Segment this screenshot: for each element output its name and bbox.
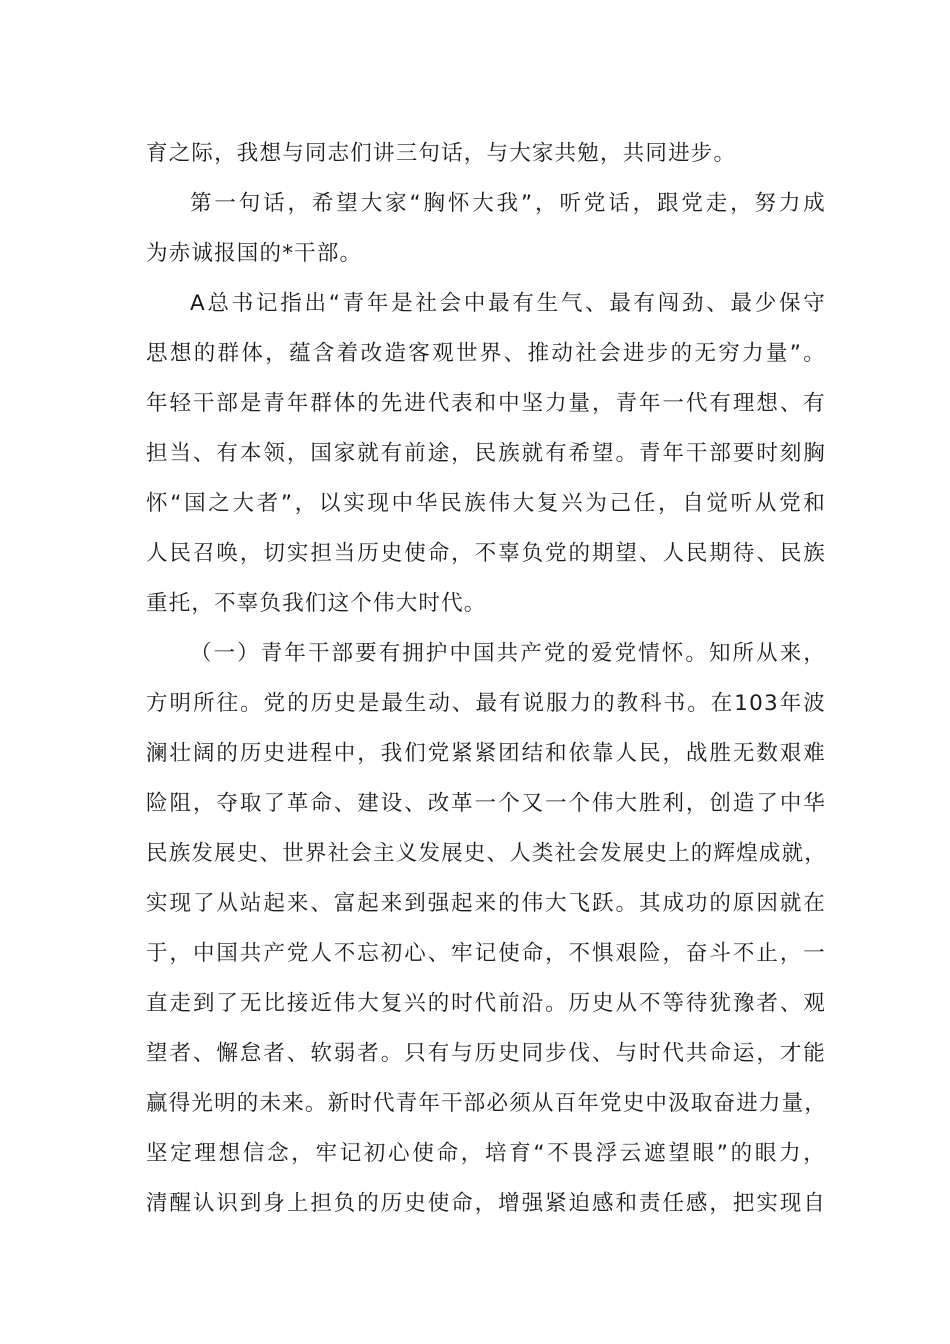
- paragraph-line: 为赤诚报国的*干部。: [146, 241, 363, 266]
- paragraph-line: 民族发展史、世界社会主义发展史、人类社会发展史上的辉煌成就，: [146, 841, 828, 866]
- paragraph-line: 人民召唤，切实担当历史使命，不辜负党的期望、人民期待、民族: [146, 541, 826, 566]
- paragraph-line: 于，中国共产党人不忘初心、牢记使命，不惧艰险，奋斗不止，一: [146, 941, 826, 966]
- paragraph-line: 澜壮阔的历史进程中，我们党紧紧团结和依靠人民，战胜无数艰难: [146, 741, 826, 766]
- paragraph-line: 重托，不辜负我们这个伟大时代。: [146, 591, 487, 616]
- paragraph-line: 清醒认识到身上担负的历史使命，增强紧迫感和责任感，把实现自: [146, 1191, 826, 1216]
- paragraph-line: 第一句话，希望大家“胸怀大我”，听党话，跟党走，努力成: [190, 191, 826, 216]
- paragraph-line: 坚定理想信念，牢记初心使命，培育“不畏浮云遮望眼”的眼力，: [146, 1141, 826, 1166]
- paragraph-line: 望者、懈怠者、软弱者。只有与历史同步伐、与时代共命运，才能: [146, 1041, 826, 1066]
- paragraph-line: 育之际，我想与同志们讲三句话，与大家共勉，共同进步。: [146, 141, 737, 166]
- paragraph-line: 方明所往。党的历史是最生动、最有说服力的教科书。在103年波: [146, 691, 826, 716]
- paragraph-line: 险阻，夺取了革命、建设、改革一个又一个伟大胜利，创造了中华: [146, 791, 826, 816]
- paragraph-line: 怀“国之大者”，以实现中华民族伟大复兴为己任，自觉听从党和: [146, 491, 826, 516]
- paragraph-line: 赢得光明的未来。新时代青年干部必须从百年党史中汲取奋进力量，: [146, 1091, 828, 1116]
- paragraph-line: 担当、有本领，国家就有前途，民族就有希望。青年干部要时刻胸: [146, 441, 826, 466]
- paragraph-line: （一）青年干部要有拥护中国共产党的爱党情怀。知所从来，: [190, 641, 826, 666]
- paragraph-line: 年轻干部是青年群体的先进代表和中坚力量，青年一代有理想、有: [146, 391, 826, 416]
- paragraph-line: 实现了从站起来、富起来到强起来的伟大飞跃。其成功的原因就在: [146, 891, 826, 916]
- paragraph-line: 直走到了无比接近伟大复兴的时代前沿。历史从不等待犹豫者、观: [146, 991, 826, 1016]
- paragraph-line: A总书记指出“青年是社会中最有生气、最有闯劲、最少保守: [190, 291, 826, 316]
- paragraph-line: 思想的群体，蕴含着改造客观世界、推动社会进步的无穷力量”。: [146, 341, 826, 366]
